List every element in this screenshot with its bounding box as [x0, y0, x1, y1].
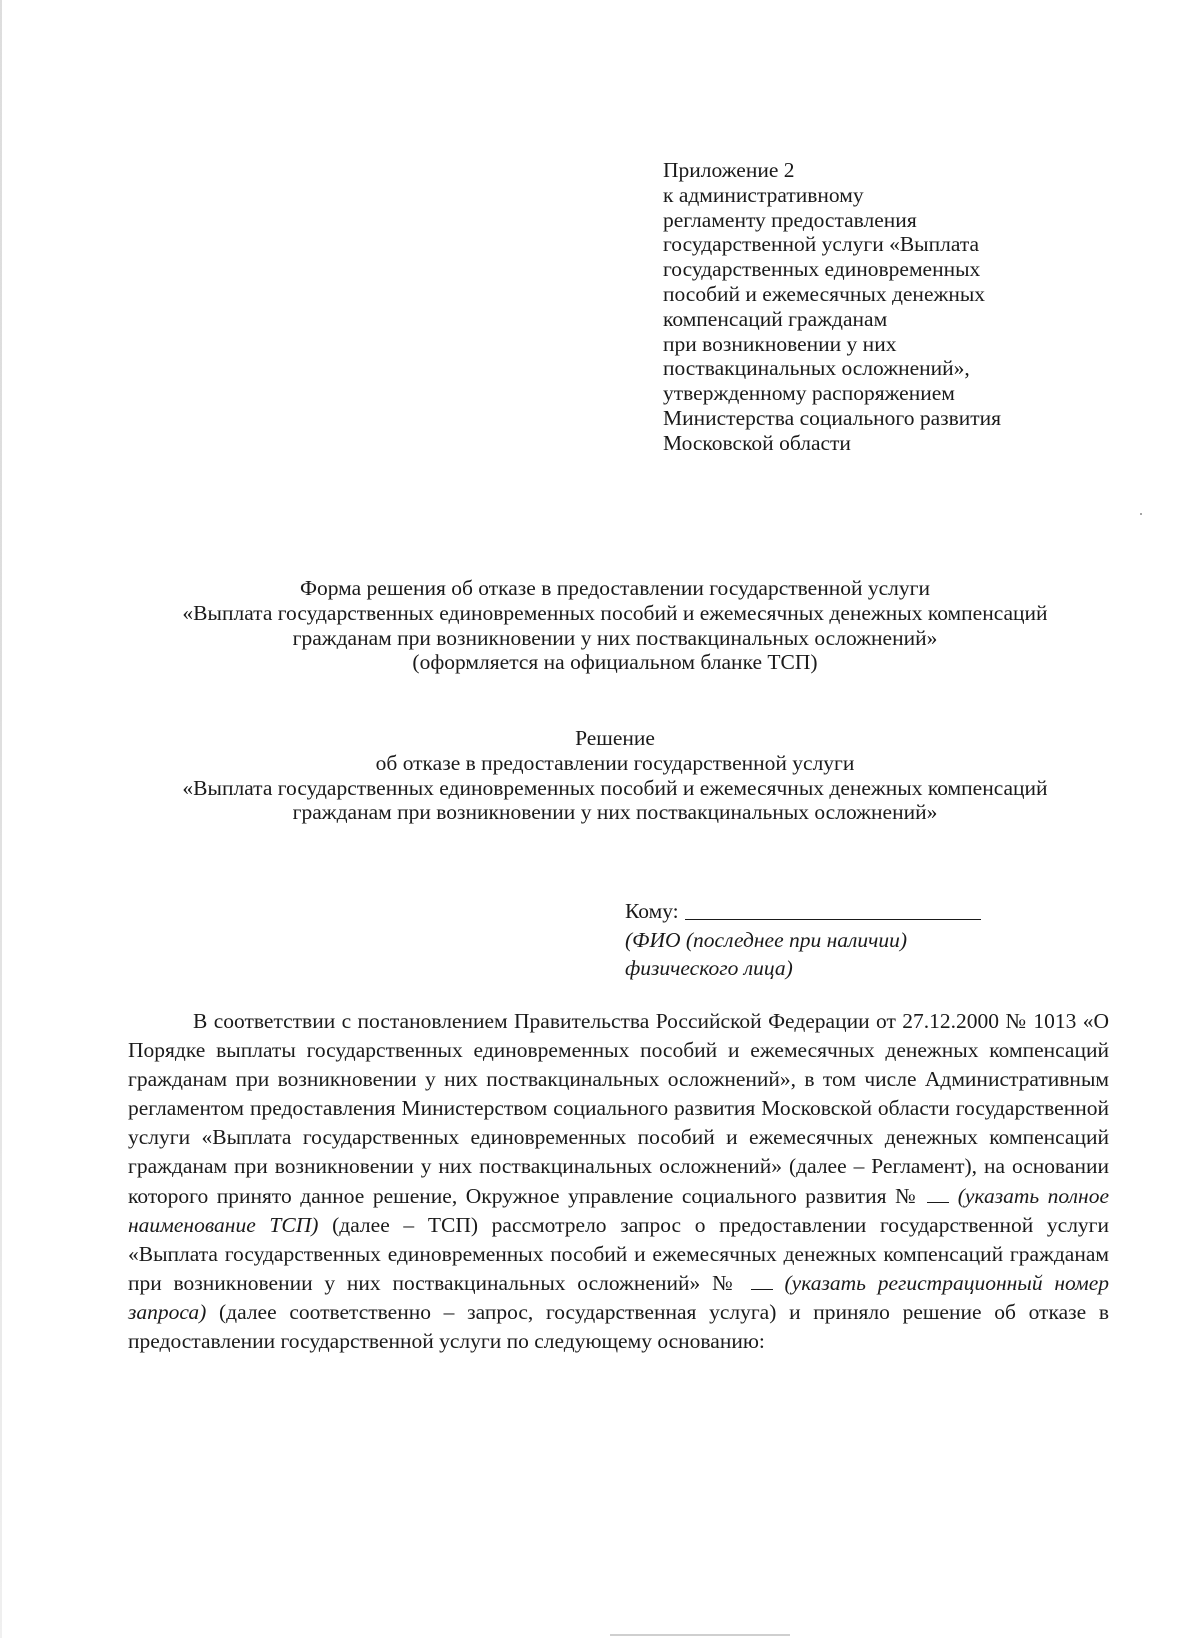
appendix-line: поствакцинальных осложнений», — [663, 356, 970, 381]
form-title-line: Форма решения об отказе в предоставлении государственной услуги — [300, 576, 930, 600]
scan-mark — [610, 1634, 790, 1636]
form-title-line: (оформляется на официальном бланке ТСП) — [412, 650, 818, 675]
decision-title: Решение — [575, 726, 655, 750]
placeholder-hint: (указать регистрационный номер запроса) — [128, 1270, 1109, 1324]
appendix-line: Московской области — [663, 430, 851, 455]
number-blank — [751, 1275, 773, 1290]
appendix-note — [663, 158, 1123, 456]
recipient-name-blank — [685, 899, 981, 920]
body-text-part: (далее соответственно – запрос, государственная услуга) и приняло решение об отказе в предоставлении государственной услуги по следующему основанию: — [128, 1299, 1109, 1354]
decision-heading — [120, 726, 1110, 825]
appendix-line: утвержденному распоряжением — [663, 381, 955, 406]
recipient-hint: физического лица) — [625, 956, 793, 980]
decision-line: об отказе в предоставлении государственной услуги — [375, 750, 855, 775]
scan-speck — [1140, 513, 1142, 515]
body-text-part: В соответствии с постановлением Правительства Российской Федерации от 27.12.2000 № 1013 «О Порядке выплаты государственных единовременных пособий и ежемесячных денежных компенсаций гражданам при возникновении у них поствакцинальных осложнений», в том числе Административным регламентом предоставления Министерством социального развития Московской области государственной услуги «Выплата государственных единовременных пособий и ежемесячных денежных компенсаций гражданам при возникновении у них поствакцинальных осложнений» (далее – Регламент), на основании которого принято данное решение, Окружное управление социального развития № — [128, 1009, 1109, 1208]
appendix-line: компенсаций гражданам — [663, 306, 888, 331]
recipient-hint: (ФИО (последнее при наличии) — [625, 927, 908, 952]
appendix-line: государственных единовременных — [663, 257, 981, 282]
appendix-line: Министерства социального развития — [663, 405, 1002, 430]
scan-edge — [0, 0, 2, 1638]
recipient-block — [625, 897, 1025, 983]
decision-line: «Выплата государственных единовременных пособий и ежемесячных денежных компенсаций — [182, 775, 1048, 800]
appendix-line: регламенту предоставления — [663, 207, 917, 232]
number-blank — [927, 1188, 949, 1203]
body-text-part: (далее – ТСП) рассмотрело запрос о предоставлении государственной услуги «Выплата государственных единовременных пособий и ежемесячных денежных компенсаций гражданам при возникновении у них поствакцинальных осложнений» № — [128, 1212, 1109, 1295]
appendix-line: пособий и ежемесячных денежных — [663, 281, 986, 306]
form-title-line: гражданам при возникновении у них поствакцинальных осложнений» — [292, 625, 938, 650]
body-paragraph — [128, 1007, 1109, 1356]
form-title — [120, 576, 1110, 675]
decision-line: гражданам при возникновении у них поствакцинальных осложнений» — [292, 800, 938, 825]
appendix-line: при возникновении у них — [663, 331, 897, 356]
placeholder-hint: (указать полное наименование ТСП) — [128, 1183, 1109, 1237]
appendix-line: государственной услуги «Выплата — [663, 232, 980, 257]
appendix-line: к административному — [663, 182, 864, 207]
form-title-line: «Выплата государственных единовременных пособий и ежемесячных денежных компенсаций — [182, 600, 1048, 625]
recipient-label: Кому: — [625, 899, 679, 923]
appendix-line: Приложение 2 — [663, 158, 795, 182]
